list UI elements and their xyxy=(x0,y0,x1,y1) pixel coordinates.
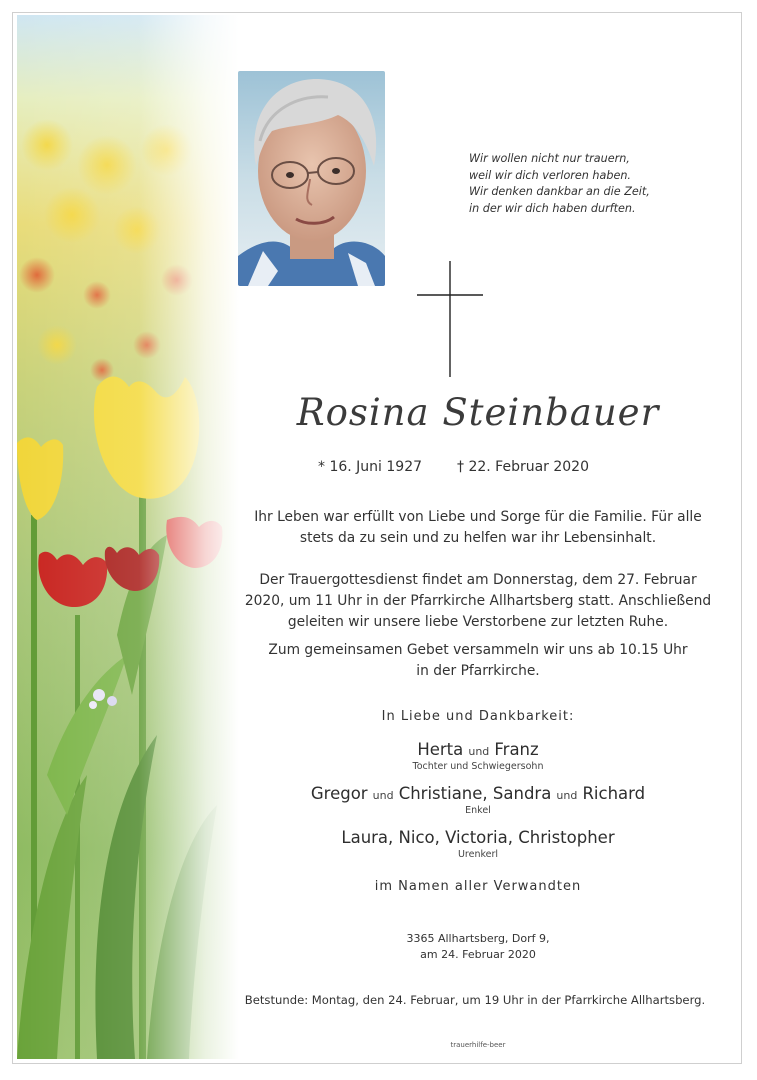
mourner-name: Laura, Nico, Victoria, Christopher xyxy=(341,828,615,847)
mourner-relation: Urenkerl xyxy=(457,849,499,860)
address-date: am 24. Februar 2020 xyxy=(420,948,536,961)
mourner-group-children xyxy=(205,740,742,772)
quote-line: weil wir dich verloren haben. xyxy=(469,168,631,182)
text-line: geleiten wir unsere liebe Verstorbene zur letzten Ruhe. xyxy=(287,614,669,630)
quote-line: Wir wollen nicht nur trauern, xyxy=(469,152,630,165)
mourner-conjunction: und xyxy=(372,789,394,802)
text-line: Zum gemeinsamen Gebet versammeln wir uns ab 10.15 Uhr xyxy=(268,642,688,658)
mourner-name: Franz xyxy=(494,740,539,759)
mourner-name: Gregor xyxy=(310,784,368,803)
mourner-relation: Enkel xyxy=(465,805,491,816)
mourner-name: Christiane, Sandra xyxy=(398,784,552,803)
prayer-hour-notice: Betstunde: Montag, den 24. Februar, um 19 Uhr in der Pfarrkirche Allhartsberg. xyxy=(244,993,706,1007)
mourner-name: Richard xyxy=(582,784,646,803)
address-line: 3365 Allhartsberg, Dorf 9, xyxy=(406,932,550,945)
mourner-relation: Tochter und Schwiegersohn xyxy=(412,761,544,772)
funeral-home-brand: trauerhilfe-beer xyxy=(450,1041,506,1049)
mourner-group-grandchildren xyxy=(205,784,742,816)
memorial-quote xyxy=(469,151,709,217)
text-line: 2020, um 11 Uhr in der Pfarrkirche Allhartsberg statt. Anschließend xyxy=(244,593,712,609)
text-line: stets da zu sein und zu helfen war ihr Lebensinhalt. xyxy=(299,530,657,546)
text-line: Der Trauergottesdienst findet am Donnerstag, dem 27. Februar xyxy=(259,572,697,588)
quote-line: Wir denken dankbar an die Zeit, xyxy=(469,185,650,198)
prayer-paragraph xyxy=(205,640,742,682)
text-line: Ihr Leben war erfüllt von Liebe und Sorge für die Familie. Für alle xyxy=(254,509,702,525)
mourner-conjunction: und xyxy=(468,745,490,758)
text-line: in der Pfarrkirche. xyxy=(416,663,540,679)
address-block xyxy=(205,931,742,963)
portrait-photo xyxy=(238,71,385,286)
quote-line: in der wir dich haben durften. xyxy=(469,201,636,215)
relatives-line: im Namen aller Verwandten xyxy=(374,879,582,894)
mourner-group-great-grandchildren xyxy=(205,828,742,860)
mourner-conjunction: und xyxy=(556,789,578,802)
life-paragraph xyxy=(205,507,742,549)
parte-card xyxy=(12,12,742,1064)
cross-icon xyxy=(417,261,483,377)
birth-date: * 16. Juni 1927 xyxy=(318,459,423,475)
mourner-name: Herta xyxy=(417,740,464,759)
death-date: † 22. Februar 2020 xyxy=(457,459,589,475)
deceased-name: Rosina Steinbauer xyxy=(296,391,660,434)
gratitude-line: In Liebe und Dankbarkeit: xyxy=(381,709,575,724)
service-paragraph xyxy=(205,570,742,633)
